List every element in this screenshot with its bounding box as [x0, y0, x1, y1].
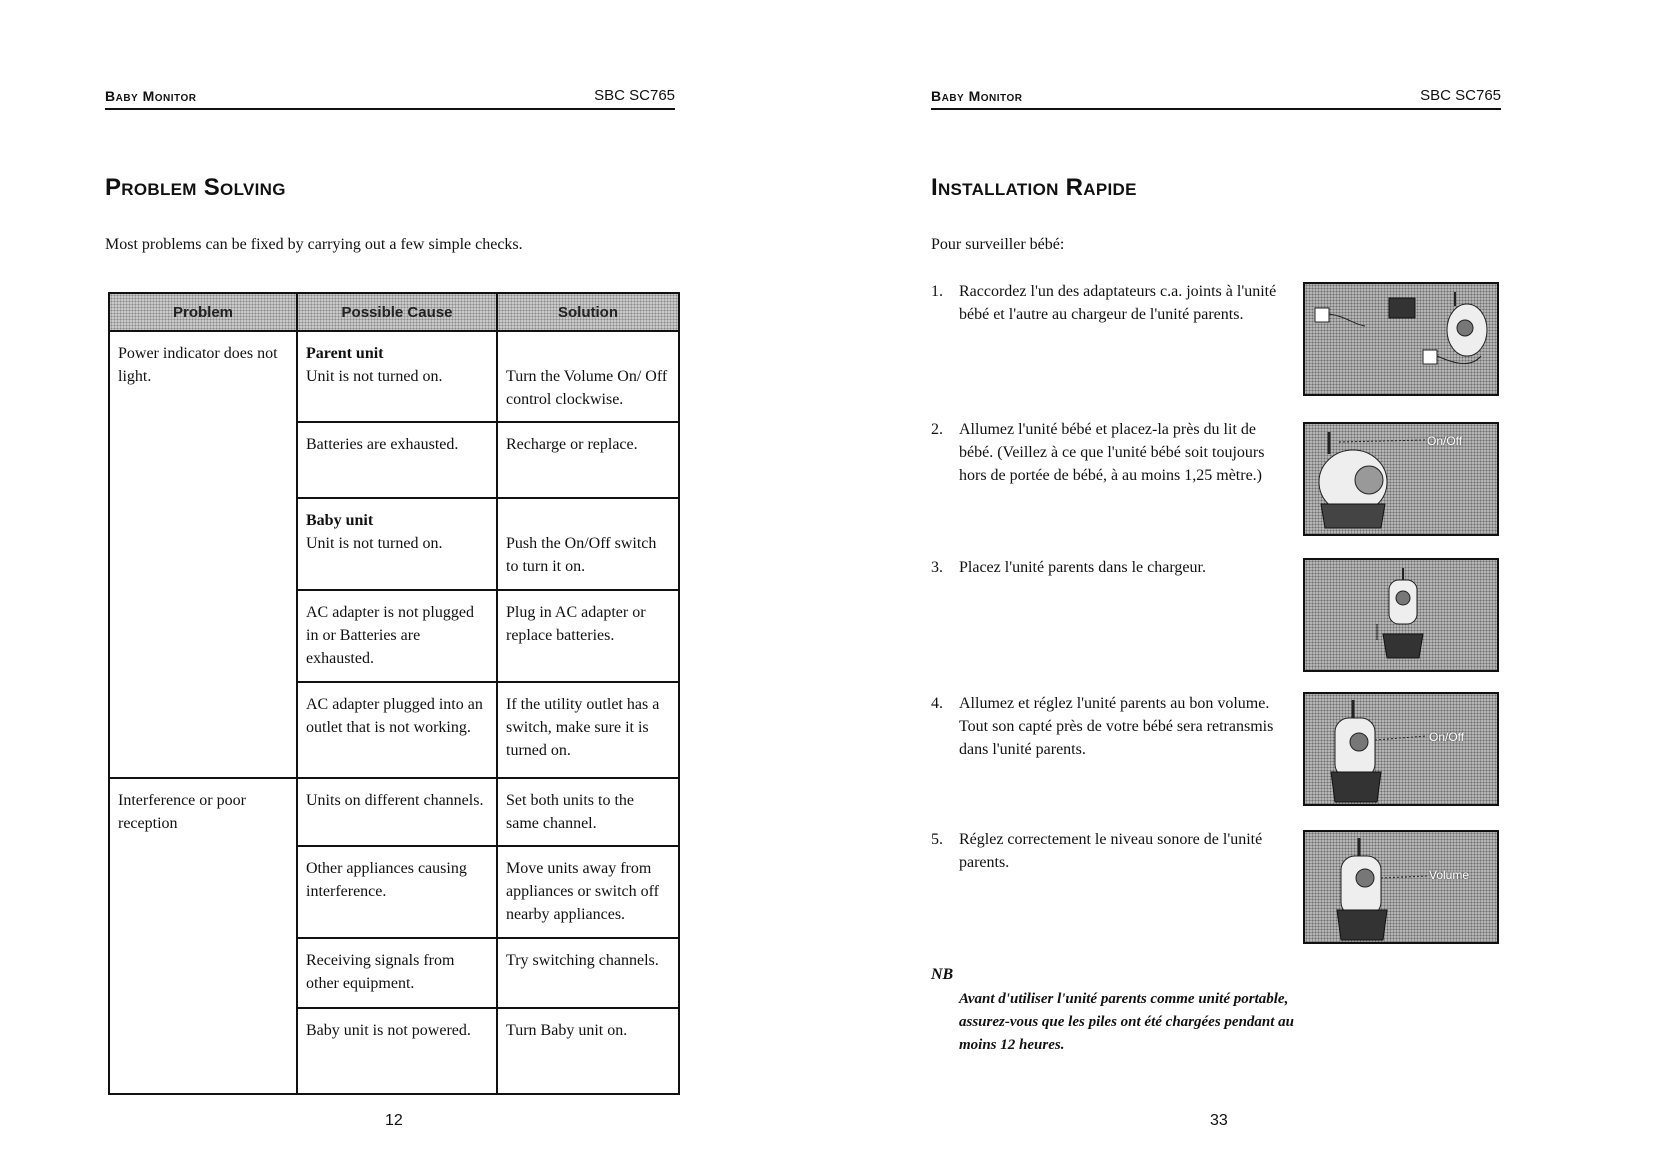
step-5-illustration [1303, 830, 1499, 944]
solution-cell: Set both units to the same channel. [497, 778, 679, 846]
cause-heading: Parent unit [306, 345, 384, 362]
cause-cell: Batteries are exhausted. [297, 422, 497, 498]
problem-cell: Interference or poor reception [109, 778, 297, 1094]
problem-solving-table [108, 292, 680, 1095]
header-model: SBC SC765 [594, 87, 675, 104]
cause-cell [297, 331, 497, 422]
right-page [828, 0, 1656, 1174]
step-text: Allumez l'unité bébé et placez-la près du lit de bébé. (Veillez à ce que l'unité bébé soit toujours hors de portée de bébé, à au moins 1,25 mètre.) [959, 421, 1265, 484]
header-solution: Solution [497, 293, 679, 331]
page-number: 12 [385, 1112, 403, 1129]
step-2-illustration [1303, 422, 1499, 536]
step-3-illustration [1303, 558, 1499, 672]
baby-unit-icon [1305, 424, 1499, 536]
note-text: Avant d'utiliser l'unité parents comme unité portable, assurez-vous que les piles ont été chargées pendant au moins 12 heures. [959, 991, 1295, 1053]
solution-cell: If the utility outlet has a switch, make sure it is turned on. [497, 682, 679, 778]
cause-cell: Receiving signals from other equipment. [297, 938, 497, 1008]
parent-unit-charger-icon [1305, 560, 1499, 672]
on-off-callout: On/Off [1429, 730, 1465, 744]
solution-cell: Plug in AC adapter or replace batteries. [497, 590, 679, 682]
volume-callout: Volume [1429, 868, 1470, 882]
install-step-1 [931, 280, 1291, 326]
header-title: Baby Monitor [931, 88, 1023, 104]
cause-cell: Units on different channels. [297, 778, 497, 846]
cause-heading: Baby unit [306, 512, 374, 529]
table-row [109, 331, 679, 422]
install-step-3 [931, 556, 1291, 579]
intro-text: Pour surveiller bébé: [931, 236, 1065, 253]
cause-cell: AC adapter plugged into an outlet that is not working. [297, 682, 497, 778]
step-number: 4. [931, 695, 943, 712]
page-number: 33 [1210, 1112, 1228, 1129]
solution-cell [497, 331, 679, 422]
cause-cell: Other appliances causing interference. [297, 846, 497, 938]
solution-cell [497, 498, 679, 590]
problem-cell: Power indicator does not light. [109, 331, 297, 778]
parent-unit-volume-icon [1305, 832, 1499, 944]
step-text: Réglez correctement le niveau sonore de l'unité parents. [959, 831, 1263, 871]
running-header [105, 84, 675, 110]
cause-text: Unit is not turned on. [306, 368, 443, 385]
header-title: Baby Monitor [105, 88, 197, 104]
step-number: 1. [931, 283, 943, 300]
cause-cell [297, 498, 497, 590]
page-title: Installation Rapide [931, 174, 1137, 201]
note-label: NB [931, 966, 954, 983]
solution-cell: Move units away from appliances or switch off nearby appliances. [497, 846, 679, 938]
cause-cell: Baby unit is not powered. [297, 1008, 497, 1094]
step-number: 5. [931, 831, 943, 848]
cause-text: Unit is not turned on. [306, 535, 443, 552]
intro-text: Most problems can be fixed by carrying out a few simple checks. [105, 236, 523, 253]
table-row [109, 778, 679, 846]
solution-cell: Turn Baby unit on. [497, 1008, 679, 1094]
step-1-illustration [1303, 282, 1499, 396]
install-step-5 [931, 828, 1291, 874]
cause-cell: AC adapter is not plugged in or Batteries are exhausted. [297, 590, 497, 682]
step-4-illustration [1303, 692, 1499, 806]
step-number: 2. [931, 421, 943, 438]
install-step-2 [931, 418, 1291, 487]
page-title: Problem Solving [105, 174, 286, 201]
solution-text: Turn the Volume On/ Off control clockwise. [506, 368, 668, 408]
header-problem: Problem [109, 293, 297, 331]
on-off-callout: On/Off [1427, 434, 1463, 448]
step-text: Allumez et réglez l'unité parents au bon volume. Tout son capté près de votre bébé sera retransmis dans l'unité parents. [959, 695, 1274, 758]
step-text: Placez l'unité parents dans le chargeur. [959, 559, 1206, 576]
header-model: SBC SC765 [1420, 87, 1501, 104]
solution-cell: Recharge or replace. [497, 422, 679, 498]
header-possible-cause: Possible Cause [297, 293, 497, 331]
solution-text: Push the On/Off switch to turn it on. [506, 535, 657, 575]
solution-cell: Try switching channels. [497, 938, 679, 1008]
parent-unit-on-off-icon [1305, 694, 1499, 806]
table-header-row [109, 293, 679, 331]
adapter-connection-icon [1305, 284, 1499, 396]
install-step-4 [931, 692, 1291, 761]
step-text: Raccordez l'un des adaptateurs c.a. joints à l'unité bébé et l'autre au chargeur de l'unité parents. [959, 283, 1277, 323]
step-number: 3. [931, 559, 943, 576]
running-header [931, 84, 1501, 110]
